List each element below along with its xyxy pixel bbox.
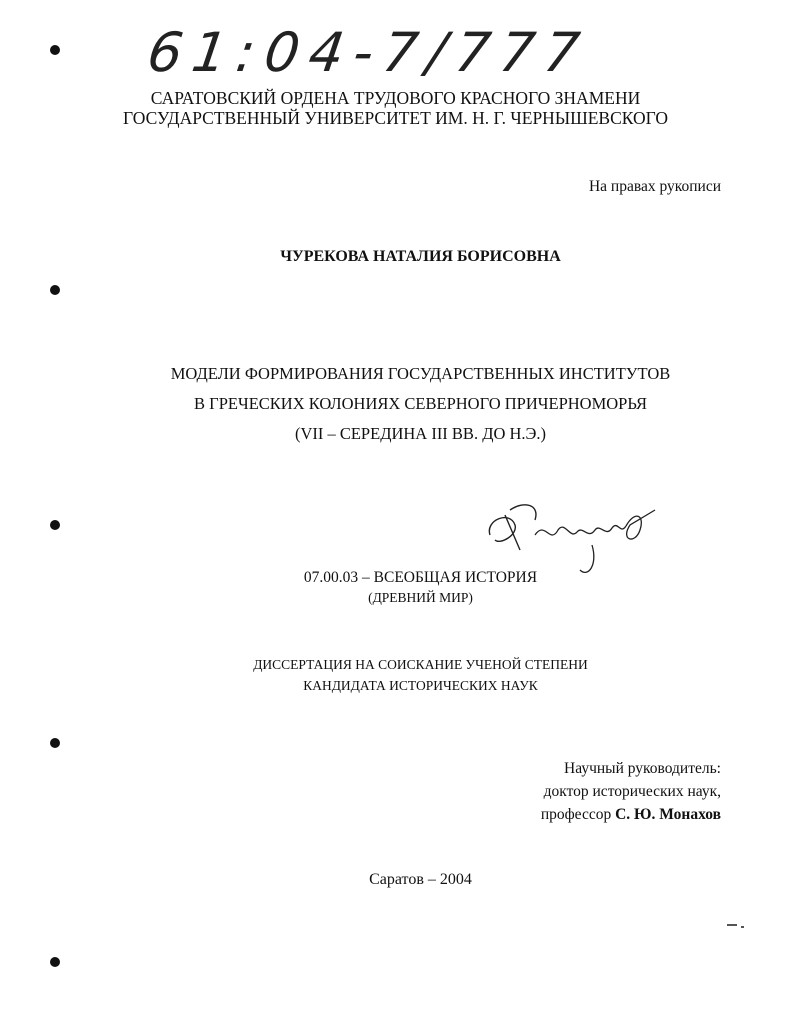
supervisor-block bbox=[541, 757, 721, 826]
binding-hole-mark bbox=[50, 285, 60, 295]
scan-speck bbox=[741, 926, 744, 928]
handwritten-signature bbox=[480, 490, 660, 580]
binding-hole-mark bbox=[50, 45, 60, 55]
dissertation-degree-line-1: ДИССЕРТАЦИЯ НА СОИСКАНИЕ УЧЕНОЙ СТЕПЕНИ bbox=[253, 657, 588, 672]
binding-hole-mark bbox=[50, 520, 60, 530]
specialty-subfield: (ДРЕВНИЙ МИР) bbox=[368, 590, 473, 605]
inventory-number-text: 61:04-7/777 bbox=[143, 21, 594, 84]
dissertation-title-line-2: В ГРЕЧЕСКИХ КОЛОНИЯХ СЕВЕРНОГО ПРИЧЕРНОМОРЬЯ bbox=[194, 394, 647, 413]
supervisor-label: Научный руководитель: bbox=[564, 760, 721, 777]
supervisor-degree: доктор исторических наук, bbox=[543, 783, 721, 800]
author-name: ЧУРЕКОВА НАТАЛИЯ БОРИСОВНА bbox=[280, 248, 561, 265]
rights-note: На правах рукописи bbox=[588, 178, 721, 195]
binding-hole-mark bbox=[50, 738, 60, 748]
supervisor-name: С. Ю. Монахов bbox=[615, 806, 721, 823]
dissertation-degree-line-2: КАНДИДАТА ИСТОРИЧЕСКИХ НАУК bbox=[303, 678, 538, 693]
dissertation-title-line-1: МОДЕЛИ ФОРМИРОВАНИЯ ГОСУДАРСТВЕННЫХ ИНСТИТУТОВ bbox=[170, 364, 671, 383]
place-and-year: Саратов – 2004 bbox=[369, 871, 472, 888]
university-line-1: САРАТОВСКИЙ ОРДЕНА ТРУДОВОГО КРАСНОГО ЗНАМЕНИ bbox=[150, 88, 641, 108]
university-line-2: ГОСУДАРСТВЕННЫЙ УНИВЕРСИТЕТ ИМ. Н. Г. ЧЕРНЫШЕВСКОГО bbox=[123, 108, 668, 128]
binding-hole-mark bbox=[50, 957, 60, 967]
dissertation-title-line-3: (VII – СЕРЕДИНА III ВВ. ДО Н.Э.) bbox=[294, 424, 547, 443]
scan-speck bbox=[727, 924, 737, 926]
supervisor-title-name bbox=[541, 803, 721, 826]
handwritten-inventory-number bbox=[143, 18, 594, 98]
specialty-code: 07.00.03 – ВСЕОБЩАЯ ИСТОРИЯ bbox=[303, 569, 538, 586]
supervisor-title: профессор bbox=[540, 806, 612, 823]
